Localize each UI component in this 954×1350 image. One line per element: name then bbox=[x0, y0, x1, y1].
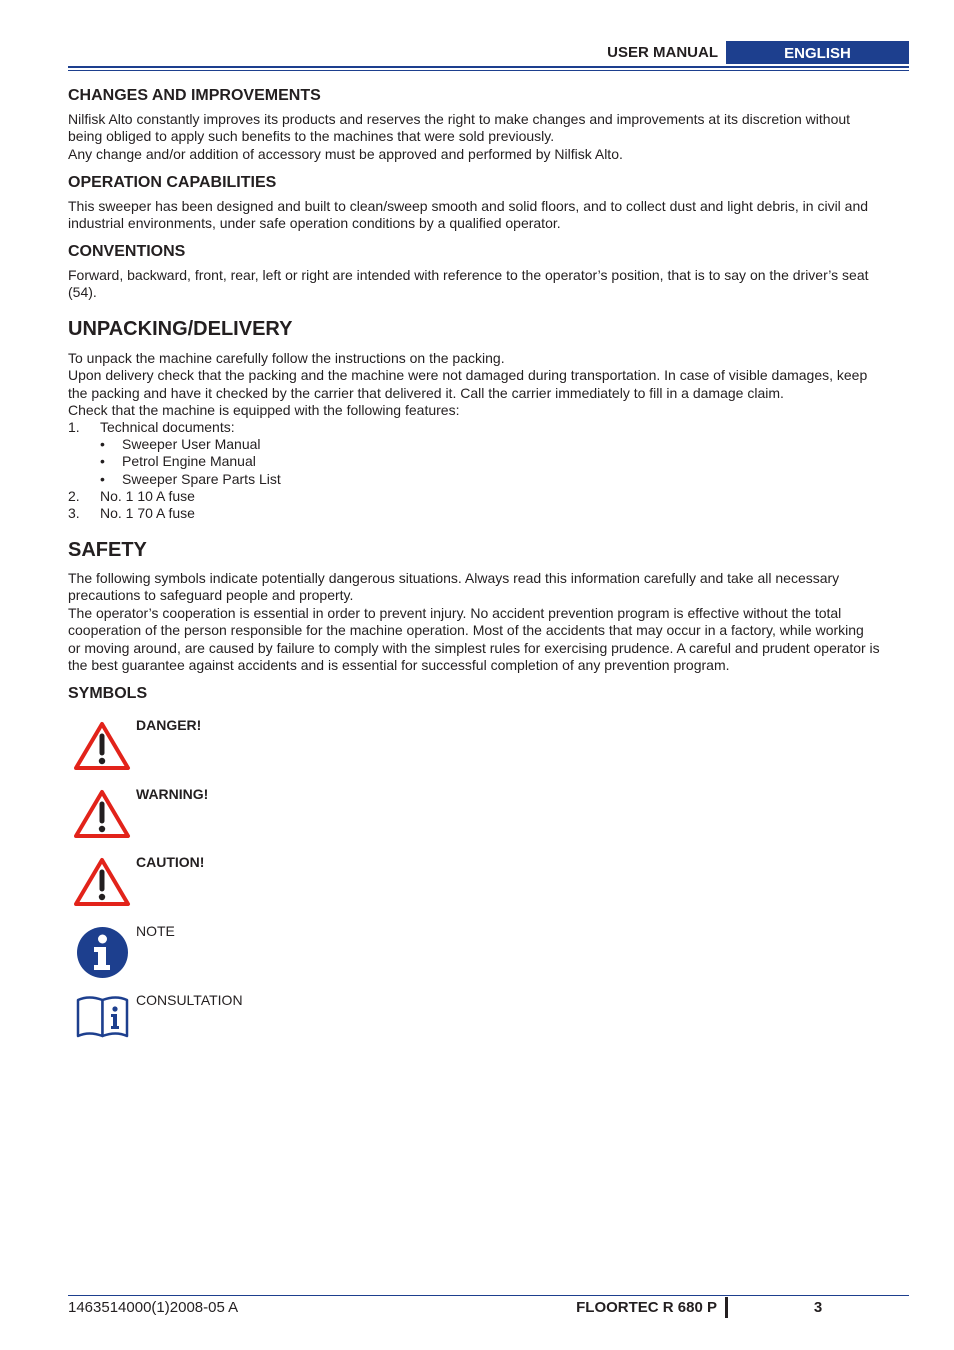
sub-list-text: Petrol Engine Manual bbox=[122, 453, 256, 469]
bullet: • bbox=[100, 471, 105, 487]
sub-list-item bbox=[100, 453, 256, 470]
header-manual-label: USER MANUAL bbox=[607, 44, 718, 61]
bullet: • bbox=[100, 453, 105, 469]
paragraph-line: industrial environments, under safe operation conditions by a qualified operator. bbox=[68, 215, 561, 232]
footer-rule bbox=[68, 1295, 909, 1296]
section-title-symbols: SYMBOLS bbox=[68, 685, 148, 702]
paragraph-line: Nilfisk Alto constantly improves its products and reserves the right to make changes and improvements at its discretion without bbox=[68, 111, 851, 127]
sub-list-item bbox=[100, 471, 281, 488]
list-item bbox=[68, 488, 195, 505]
section-title-safety: SAFETY bbox=[68, 539, 147, 561]
section-body-changes bbox=[68, 111, 908, 163]
list-item bbox=[68, 505, 195, 522]
section-title-operation: OPERATION CAPABILITIES bbox=[68, 174, 277, 191]
paragraph-line: or moving around, are caused by failure to comply with the simplest rules for exercising prudence. A careful and prudent operator is bbox=[68, 639, 880, 656]
list-number: 3. bbox=[68, 505, 80, 521]
paragraph-line: Forward, backward, front, rear, left or right are intended with reference to the operator’s position, that is to say on the driver’s seat bbox=[68, 267, 869, 283]
list-text: Technical documents: bbox=[100, 419, 235, 435]
paragraph-line: (54). bbox=[68, 284, 97, 301]
paragraph-line: To unpack the machine carefully follow the instructions on the packing. bbox=[68, 350, 505, 366]
paragraph-line: cooperation of the person responsible for the machine operation. Most of the accidents that may occur in a factory, while working bbox=[68, 622, 864, 639]
manual-book-icon bbox=[75, 994, 130, 1038]
section-title-conventions: CONVENTIONS bbox=[68, 243, 186, 260]
bullet: • bbox=[100, 436, 105, 452]
sub-list-text: Sweeper Spare Parts List bbox=[122, 471, 281, 487]
sub-list-text: Sweeper User Manual bbox=[122, 436, 261, 452]
section-body-unpacking bbox=[68, 350, 908, 420]
paragraph-line: The operator’s cooperation is essential in order to prevent injury. No accident prevention program is effective without the total bbox=[68, 604, 842, 621]
section-title-changes: CHANGES AND IMPROVEMENTS bbox=[68, 87, 321, 104]
paragraph-line: the best guarantee against accidents and is essential for successful completion of any prevention program. bbox=[68, 657, 730, 674]
paragraph-line: Upon delivery check that the packing and the machine were not damaged during transportation. In case of visible damages, keep bbox=[68, 367, 868, 384]
danger-triangle-icon bbox=[73, 720, 131, 772]
paragraph-line: the packing and have it checked by the carrier that delivered it. Call the carrier immediately to fill in a damage claim. bbox=[68, 384, 784, 401]
page-number: 3 bbox=[813, 1299, 823, 1316]
caution-triangle-icon bbox=[73, 856, 131, 908]
paragraph-line: The following symbols indicate potentially dangerous situations. Always read this information carefully and take all necessary bbox=[68, 570, 840, 586]
symbol-label-danger: DANGER! bbox=[136, 717, 202, 733]
footer-divider bbox=[725, 1297, 728, 1318]
paragraph-line: precautions to safeguard people and property. bbox=[68, 587, 354, 604]
section-body-conventions bbox=[68, 267, 908, 302]
symbol-label-warning: WARNING! bbox=[136, 786, 209, 802]
paragraph-line: Any change and/or addition of accessory must be approved and performed by Nilfisk Alto. bbox=[68, 145, 623, 162]
header-rule bbox=[68, 66, 909, 68]
list-number: 2. bbox=[68, 488, 80, 504]
header-rule-thin bbox=[68, 70, 909, 71]
symbol-label-caution: CAUTION! bbox=[136, 854, 205, 870]
footer-doc-code: 1463514000(1)2008-05 A bbox=[68, 1299, 239, 1316]
list-item bbox=[68, 419, 235, 436]
section-body-operation bbox=[68, 198, 908, 233]
sub-list-item bbox=[100, 436, 261, 453]
section-title-unpacking: UNPACKING/DELIVERY bbox=[68, 318, 293, 340]
header-language-badge: ENGLISH bbox=[726, 41, 909, 64]
symbol-label-note: NOTE bbox=[136, 923, 175, 939]
paragraph-line: This sweeper has been designed and built to clean/sweep smooth and solid floors, and to collect dust and light debris, in civil and bbox=[68, 198, 869, 214]
paragraph-line: being obliged to apply such benefits to the machines that were sold previously. bbox=[68, 128, 555, 145]
list-number: 1. bbox=[68, 419, 80, 435]
list-text: No. 1 10 A fuse bbox=[100, 488, 195, 504]
section-body-safety bbox=[68, 570, 908, 674]
footer-model-name: FLOORTEC R 680 P bbox=[576, 1299, 717, 1316]
warning-triangle-icon bbox=[73, 788, 131, 840]
list-text: No. 1 70 A fuse bbox=[100, 505, 195, 521]
info-circle-icon bbox=[75, 925, 130, 980]
symbol-label-consultation: CONSULTATION bbox=[136, 992, 243, 1008]
paragraph-line: Check that the machine is equipped with the following features: bbox=[68, 402, 460, 419]
